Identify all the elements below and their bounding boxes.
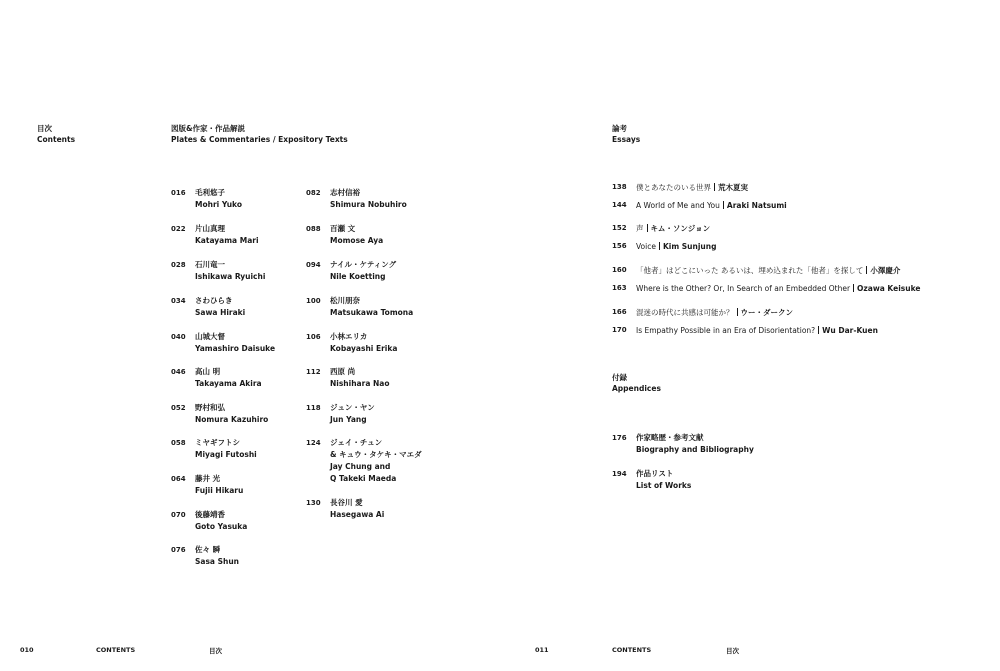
artist-name-ja: 片山真理 bbox=[195, 224, 225, 233]
artist-name-en: Sawa Hiraki bbox=[195, 308, 246, 317]
artist-name-en: Nile Koetting bbox=[330, 272, 386, 281]
artist-name-en: Nomura Kazuhiro bbox=[195, 415, 269, 424]
artist-name-en-2: Q Takeki Maeda bbox=[330, 474, 397, 483]
page-number: 176 bbox=[612, 434, 627, 442]
essay-author: キム・ソンジョン bbox=[650, 224, 711, 233]
contents-header-ja: 目次 bbox=[37, 124, 52, 133]
page-number: 088 bbox=[306, 225, 321, 233]
artist-name-en: Mohri Yuko bbox=[195, 200, 242, 209]
artist-name-en: Katayama Mari bbox=[195, 236, 259, 245]
separator bbox=[723, 201, 724, 209]
separator bbox=[737, 308, 738, 316]
artist-name-en: Takayama Akira bbox=[195, 379, 262, 388]
artist-name-ja: さわひらき bbox=[195, 296, 233, 305]
essay-title: A World of Me and You bbox=[636, 201, 720, 210]
page-number: 170 bbox=[612, 326, 627, 334]
page-number: 156 bbox=[612, 242, 627, 250]
separator bbox=[818, 326, 819, 334]
essay-title: Where is the Other? Or, In Search of an Embedded Other bbox=[636, 284, 851, 293]
artist-name-en: Kobayashi Erika bbox=[330, 344, 398, 353]
essay-title: 混迷の時代に共感は可能か？ bbox=[636, 308, 734, 317]
essays-header bbox=[612, 123, 640, 145]
essay-title: Is Empathy Possible in an Era of Disorientation? bbox=[636, 326, 816, 335]
page-number: 160 bbox=[612, 266, 627, 274]
page-number: 052 bbox=[171, 404, 186, 412]
essay-author: Ozawa Keisuke bbox=[857, 284, 921, 293]
artist-name-en: Fujii Hikaru bbox=[195, 486, 244, 495]
page-number: 100 bbox=[306, 297, 321, 305]
page-number: 163 bbox=[612, 284, 627, 292]
artist-name-en: Miyagi Futoshi bbox=[195, 450, 257, 459]
appendices-header-en: Appendices bbox=[612, 384, 661, 393]
appendices-header-ja: 付録 bbox=[612, 373, 627, 382]
page-number: 152 bbox=[612, 224, 627, 232]
footer-right-page-number: 011 bbox=[535, 646, 549, 654]
essays-header-ja: 論考 bbox=[612, 124, 627, 133]
artist-name-ja: 佐々 瞬 bbox=[195, 545, 221, 554]
appendix-title-ja: 作品リスト bbox=[636, 469, 674, 478]
page-number: 124 bbox=[306, 439, 321, 447]
appendix-title-en: Biography and Bibliography bbox=[636, 445, 754, 454]
page-number: 046 bbox=[171, 368, 186, 376]
page-number: 106 bbox=[306, 333, 321, 341]
artist-name-ja: ジェイ・チュン bbox=[330, 438, 383, 447]
plates-header-ja: 図版&作家・作品解説 bbox=[171, 124, 246, 133]
artist-name-en: Sasa Shun bbox=[195, 557, 240, 566]
page-number: 118 bbox=[306, 404, 321, 412]
artist-name-en: Jay Chung and bbox=[330, 462, 391, 471]
contents-header bbox=[37, 123, 75, 145]
artist-name-ja: 長谷川 愛 bbox=[330, 498, 363, 507]
essay-author: Wu Dar-Kuen bbox=[822, 326, 878, 335]
artist-name-en: Ishikawa Ryuichi bbox=[195, 272, 266, 281]
artist-name-ja: 後藤靖香 bbox=[195, 510, 225, 519]
artist-name-en: Jun Yang bbox=[330, 415, 367, 424]
page-number: 070 bbox=[171, 511, 186, 519]
artist-name-ja-2: & キュウ・タケキ・マエダ bbox=[330, 450, 422, 459]
appendices-header bbox=[612, 372, 661, 394]
artist-name-ja: 小林エリカ bbox=[330, 332, 368, 341]
appendix-title-en: List of Works bbox=[636, 481, 692, 490]
page-number: 166 bbox=[612, 308, 627, 316]
separator bbox=[647, 224, 648, 232]
artist-name-ja: ナイル・ケティング bbox=[330, 260, 397, 269]
artist-name-en: Nishihara Nao bbox=[330, 379, 390, 388]
essays-header-en: Essays bbox=[612, 135, 641, 144]
artist-name-ja: 松川朋奈 bbox=[330, 296, 360, 305]
artist-name-en: Matsukawa Tomona bbox=[330, 308, 414, 317]
essay-author: Kim Sunjung bbox=[662, 242, 717, 251]
essay-title: 声 bbox=[636, 224, 644, 233]
artist-name-ja: 藤井 光 bbox=[195, 474, 221, 483]
plates-header-en: Plates & Commentaries / Expository Texts bbox=[171, 135, 348, 144]
artist-name-ja: 西原 尚 bbox=[330, 367, 356, 376]
footer-left-section-ja: 目次 bbox=[209, 647, 222, 655]
footer-left-page-number: 010 bbox=[20, 646, 34, 654]
essay-author: Araki Natsumi bbox=[726, 201, 787, 210]
page-number: 028 bbox=[171, 261, 186, 269]
artist-name-en: Goto Yasuka bbox=[195, 522, 248, 531]
footer-left-section: CONTENTS bbox=[96, 646, 136, 654]
page-number: 138 bbox=[612, 183, 627, 191]
essay-title: 「他者」はどこにいった あるいは、埋め込まれた「他者」を探して bbox=[636, 266, 864, 275]
artist-name-ja: ジュン・ヤン bbox=[330, 403, 375, 412]
separator bbox=[659, 242, 660, 250]
page-number: 082 bbox=[306, 189, 321, 197]
artist-name-ja: 百瀬 文 bbox=[330, 224, 356, 233]
page-number: 194 bbox=[612, 470, 627, 478]
essay-title: Voice bbox=[636, 242, 656, 251]
separator bbox=[866, 266, 867, 274]
page-number: 076 bbox=[171, 546, 186, 554]
artist-name-ja: 高山 明 bbox=[195, 367, 221, 376]
essay-author: 荒木夏実 bbox=[718, 183, 748, 192]
page-number: 094 bbox=[306, 261, 321, 269]
footer-right-section-ja: 目次 bbox=[726, 647, 739, 655]
page-number: 016 bbox=[171, 189, 186, 197]
appendix-title-ja: 作家略歴・参考文献 bbox=[636, 433, 704, 442]
page-number: 064 bbox=[171, 475, 186, 483]
artist-name-ja: ミヤギフトシ bbox=[195, 438, 240, 447]
essay-author: ウー・ダークン bbox=[740, 308, 793, 317]
page-number: 040 bbox=[171, 333, 186, 341]
page-number: 112 bbox=[306, 368, 321, 376]
plates-header bbox=[171, 123, 348, 145]
artist-name-ja: 石川竜一 bbox=[195, 260, 225, 269]
footer-right-section: CONTENTS bbox=[612, 646, 652, 654]
separator bbox=[853, 284, 854, 292]
page-number: 130 bbox=[306, 499, 321, 507]
separator bbox=[714, 183, 715, 191]
artist-name-ja: 志村信裕 bbox=[330, 188, 360, 197]
page-number: 058 bbox=[171, 439, 186, 447]
contents-header-en: Contents bbox=[37, 135, 76, 144]
artist-name-ja: 山城大督 bbox=[195, 332, 225, 341]
artist-name-ja: 毛利悠子 bbox=[195, 188, 225, 197]
page-number: 034 bbox=[171, 297, 186, 305]
essay-author: 小澤慶介 bbox=[870, 266, 901, 275]
page-number: 022 bbox=[171, 225, 186, 233]
artist-name-ja: 野村和弘 bbox=[195, 403, 225, 412]
page-number: 144 bbox=[612, 201, 627, 209]
artist-name-en: Shimura Nobuhiro bbox=[330, 200, 407, 209]
essay-title: 僕とあなたのいる世界 bbox=[636, 183, 711, 192]
artist-name-en: Momose Aya bbox=[330, 236, 384, 245]
artist-name-en: Yamashiro Daisuke bbox=[195, 344, 276, 353]
artist-name-en: Hasegawa Ai bbox=[330, 510, 385, 519]
